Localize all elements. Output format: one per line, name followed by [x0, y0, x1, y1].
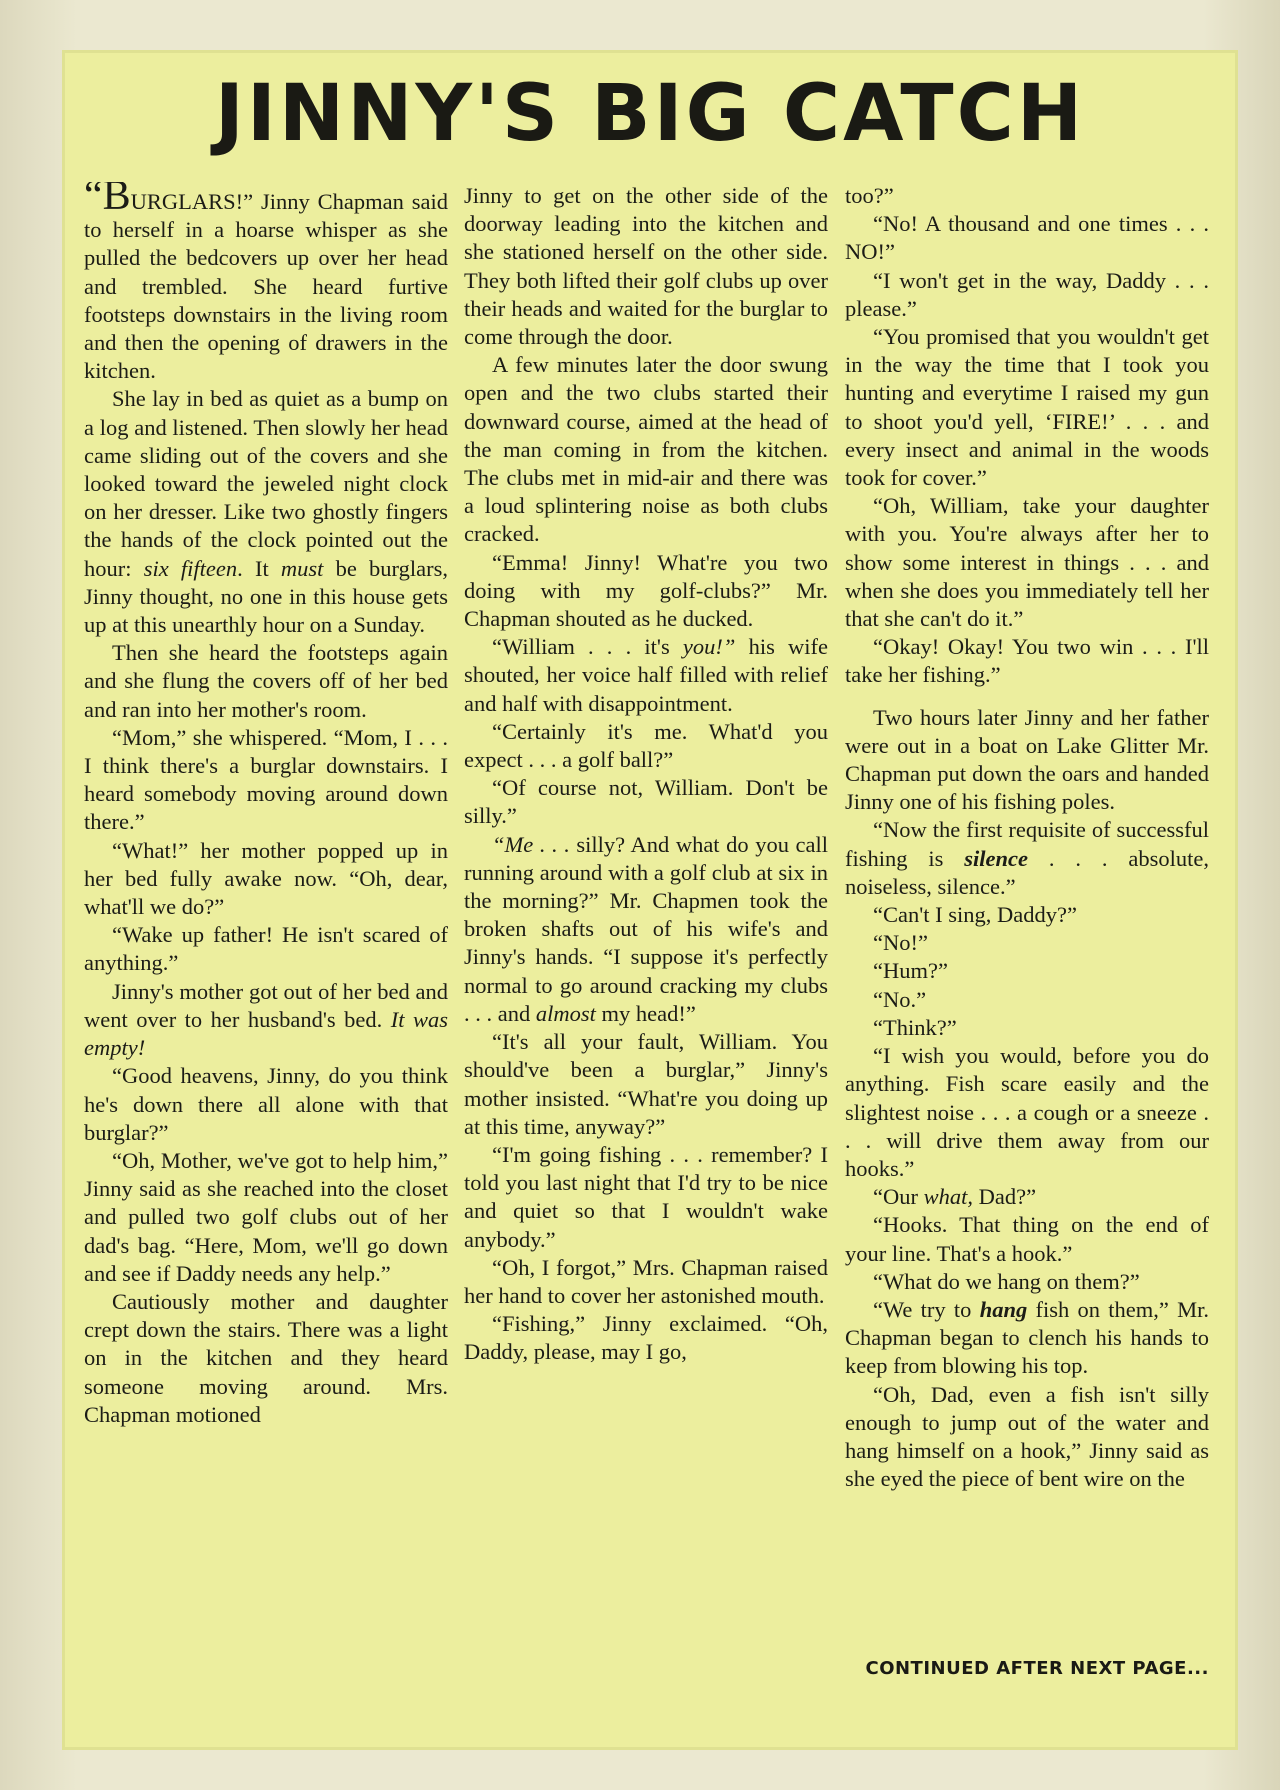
paragraph: “I won't get in the way, Daddy . . . please.”: [845, 267, 1209, 321]
emphasis: six fifteen: [143, 555, 238, 581]
paragraph: “Oh, Mother, we've got to help him,” Jinny said as she reached into the closet and pulled two golf clubs out of her dad's bag. “Here, Mom, we'll go down and see if Daddy needs any help.”: [84, 1147, 448, 1286]
text: URGLARS!” Jinny Chapman said to herself in a hoarse whisper as she pulled the bedcovers up over her head and trembled. She heard furtive footsteps downstairs in the living room and then the opening of drawers in the kitchen.: [84, 189, 448, 384]
text: Dad?”: [978, 1184, 1037, 1210]
paragraph: “It's all your fault, William. You should've been a burglar,” Jinny's mother insisted. “What're you doing up at this time, anyway?”: [464, 1029, 828, 1139]
emphasis: must: [280, 555, 324, 581]
paragraph: “Oh, William, take your daughter with you. You're always after her to show some interest in things . . . and when she does you immediately tell her that she can't do it.”: [845, 493, 1209, 632]
emphasis: hang: [979, 1296, 1028, 1322]
text-column-2: [464, 182, 828, 1656]
paragraph: “Hooks. That thing on the end of your line. That's a hook.”: [845, 1212, 1209, 1266]
paragraph: “Hum?”: [873, 958, 948, 984]
paragraph: “Of course not, William. Don't be silly.”: [464, 775, 828, 829]
text: “Now the first requisite of successful fishing is: [845, 817, 1209, 871]
story-title: JINNY'S BIG CATCH: [214, 69, 1086, 159]
text: silly? And what do you call running around with a golf club at six in the morning?” Mr. Chapmen took the broken shafts out of his wife's and Jinny's hands. “I suppose it's perfectly normal to go around cracking my clubs . . . and: [464, 831, 828, 1026]
paragraph: “Good heavens, Jinny, do you think he's down there all alone with that burglar?”: [84, 1063, 448, 1145]
paragraph: “What!” her mother popped up in her bed fully awake now. “Oh, dear, what'll we do?”: [84, 837, 448, 920]
paragraph: “You promised that you wouldn't get in the way the time that I took you hunting and everytime I raised my gun to shoot you'd yell, ‘FIRE!’ . . . and every insect and animal in the woods took for cover.”: [845, 324, 1209, 491]
paragraph: [464, 831, 828, 1028]
paragraph: too?”: [845, 183, 894, 208]
text: Jinny's mother got out of her bed and went over to her husband's bed.: [84, 978, 448, 1032]
paragraph: [845, 816, 1209, 901]
emphasis: you!”: [682, 634, 736, 660]
emphasis: what,: [923, 1184, 973, 1210]
paragraph: “Think?”: [873, 1014, 957, 1040]
emphasis: almost: [535, 1000, 596, 1026]
paragraph: A few minutes later the door swung open and the two clubs started their downward course, aimed at the head of the man coming in from the kitchen. The clubs met in mid-air and there was a loud splintering noise as both clubs cracked.: [464, 352, 828, 547]
text: be burglars, Jinny thought, no one in this house gets up at this unearthly hour on a Sunday.: [84, 555, 448, 638]
paragraph: Jinny to get on the other side of the doorway leading into the kitchen and she stationed herself on the other side. They both lifted their golf clubs up over their heads and waited for the burglar to come through the door.: [464, 183, 828, 350]
paragraph: “Can't I sing, Daddy?”: [873, 902, 1077, 928]
text: “William . . . it's: [492, 634, 670, 660]
paragraph: [464, 633, 828, 718]
text: “We try to: [873, 1296, 972, 1322]
emphasis: silence: [964, 845, 1029, 871]
paragraph: [84, 385, 448, 639]
text: She lay in bed as quiet as a bump on a log and listened. Then slowly her head came sliding out of the covers and she looked toward the jeweled night clock on her dresser. Like two ghostly fingers the hands of the clock pointed out the hour:: [84, 386, 448, 581]
paragraph: “Certainly it's me. What'd you expect . . . a golf ball?”: [464, 718, 828, 773]
paragraph: [845, 1183, 1209, 1211]
text: his wife shouted, her voice half filled with relief and half with disappointment.: [464, 634, 828, 716]
paragraph: “I wish you would, before you do anything. Fish scare easily and the slightest noise . . . a cough or a sneeze . . . will drive them away from our hooks.”: [845, 1043, 1209, 1181]
text: fish on them,” Mr. Chapman began to clench his hands to keep from blowing his top.: [845, 1296, 1209, 1379]
text-column-3: [845, 182, 1209, 1656]
text: . It: [237, 555, 269, 581]
paragraph: “What do we hang on them?”: [873, 1268, 1140, 1294]
paragraph: “Okay! Okay! You two win . . . I'll take her fishing.”: [845, 634, 1209, 688]
paragraph: “No! A thousand and one times . . . NO!”: [845, 211, 1209, 265]
paragraph: “Wake up father! He isn't scared of anything.”: [84, 922, 448, 976]
paragraph: “I'm going fishing . . . remember? I told you last night that I'd try to be nice and quiet so that I wouldn't wake anybody.”: [464, 1141, 828, 1252]
paragraph: “Oh, I forgot,” Mrs. Chapman raised her hand to cover her astonished mouth.: [464, 1254, 828, 1308]
emphasis: “Me . . .: [492, 831, 570, 857]
paragraph: “No.”: [873, 986, 927, 1012]
text: . . . absolute, noiseless, silence.”: [845, 845, 1209, 899]
paragraph: “Fishing,” Jinny exclaimed. “Oh, Daddy, please, may I go,: [464, 1311, 828, 1365]
text-column-1: [84, 182, 448, 1656]
paragraph: [84, 978, 448, 1063]
paragraph: [84, 182, 448, 385]
paragraph: Then she heard the footsteps again and she flung the covers off of her bed and ran into her mother's room.: [84, 640, 448, 722]
continued-note: CONTINUED AFTER NEXT PAGE...: [865, 1658, 1209, 1679]
paragraph: “Mom,” she whispered. “Mom, I . . . I think there's a burglar downstairs. I heard somebody moving around down there.”: [84, 724, 448, 835]
paragraph: Two hours later Jinny and her father were out in a boat on Lake Glitter Mr. Chapman put down the oars and handed Jinny one of his fishing poles.: [845, 704, 1209, 815]
paragraph: “Oh, Dad, even a fish isn't silly enough to jump out of the water and hang himself on a hook,” Jinny said as she eyed the piece of bent wire on the: [845, 1381, 1209, 1492]
drop-cap: “B: [84, 182, 131, 219]
paragraph: Cautiously mother and daughter crept down the stairs. There was a light on in the kitchen and they heard someone moving around. Mrs. Chapman motioned: [84, 1288, 448, 1427]
paragraph: “No!”: [873, 930, 928, 956]
text: my head!”: [601, 1000, 696, 1026]
paragraph: [845, 1296, 1209, 1381]
emphasis: It was empty!: [84, 1006, 448, 1061]
paragraph: “Emma! Jinny! What're you two doing with my golf-clubs?” Mr. Chapman shouted as he ducked.: [464, 549, 828, 632]
text: “Our: [873, 1184, 918, 1210]
